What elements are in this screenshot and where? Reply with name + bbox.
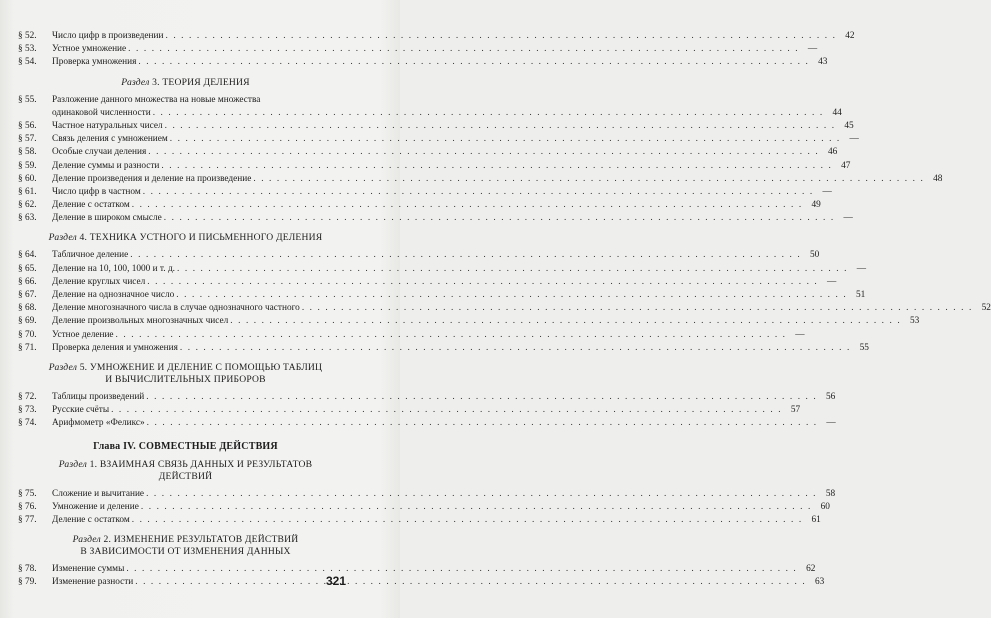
- entry-number: § 64.: [18, 250, 37, 261]
- section-title: 3. ТЕОРИЯ ДЕЛЕНИЯ: [152, 76, 250, 88]
- dot-leader: [180, 342, 851, 355]
- entry-title: Сложение и вычитание: [52, 488, 145, 499]
- dot-leader: [132, 514, 803, 527]
- entry-number: § 67.: [18, 290, 37, 300]
- entry-page: 49: [811, 200, 821, 211]
- entry-number: § 71.: [18, 342, 37, 353]
- entry-title: Число цифр в частном: [52, 186, 141, 197]
- dot-leader: [111, 404, 782, 417]
- toc-entry: [18, 199, 821, 212]
- entry-page: —: [849, 134, 859, 145]
- dot-leader: [116, 329, 787, 342]
- toc-entry: [18, 56, 828, 69]
- entry-title: Связь деления с умножением: [52, 134, 168, 145]
- section-title: 4. ТЕХНИКА УСТНОГО И ПИСЬМЕННОГО ДЕЛЕНИЯ: [79, 232, 323, 244]
- section-title-line2: ДЕЙСТВИЙ: [158, 470, 213, 482]
- entry-title: Деление суммы и разности: [52, 160, 160, 171]
- section-title-line2: В ЗАВИСИМОСТИ ОТ ИЗМЕНЕНИЯ ДАННЫХ: [80, 546, 291, 558]
- entry-title: Деление многозначного числа в случае однозначного частного: [52, 303, 300, 314]
- entry-page: 56: [826, 391, 836, 402]
- section-title: 2. ИЗМЕНЕНИЕ РЕЗУЛЬТАТОВ ДЕЙСТВИЙ: [103, 534, 299, 546]
- entry-title: Арифмометр «Феликс»: [52, 418, 145, 429]
- entry-title-continued: одинаковой численности: [52, 107, 151, 118]
- entry-page: 55: [859, 342, 869, 353]
- toc-entry: [18, 160, 851, 173]
- toc-entry: [18, 146, 838, 159]
- entry-title: Разложение данного множества на новые множества: [52, 94, 261, 105]
- toc-group: [18, 94, 943, 226]
- entry-page: 63: [814, 577, 825, 588]
- dot-leader: [146, 391, 817, 404]
- section-heading: [18, 534, 353, 558]
- entry-number: § 54.: [18, 57, 37, 68]
- entry-title: Деление в широком смысле: [52, 213, 162, 224]
- toc-entry: [18, 342, 869, 355]
- entry-title: Число цифр в произведении: [52, 31, 164, 41]
- entry-page: 51: [856, 290, 866, 300]
- dot-leader: [253, 173, 924, 186]
- entry-number: § 78.: [18, 564, 37, 575]
- toc-entry: [18, 514, 821, 527]
- entry-title: Русские счёты: [52, 405, 110, 416]
- dot-leader: [230, 315, 901, 328]
- entry-number: § 74.: [18, 418, 37, 429]
- entry-page: 53: [910, 316, 920, 327]
- section-label: Раздел: [121, 76, 150, 88]
- entry-title: Деление с остатком: [52, 514, 130, 525]
- entry-number: § 53.: [18, 44, 37, 55]
- toc-group: [18, 488, 836, 528]
- entry-number: § 62.: [18, 200, 37, 211]
- entry-page: 48: [933, 173, 943, 184]
- entry-page: —: [856, 263, 867, 274]
- entry-number: § 58.: [18, 147, 37, 158]
- dot-leader: [132, 199, 803, 212]
- toc-entry: [18, 329, 805, 342]
- toc-entry: [18, 173, 943, 186]
- section-label: Раздел: [48, 361, 78, 373]
- entry-title: Деление произвольных многозначных чисел: [52, 316, 229, 327]
- entry-page: 58: [825, 488, 836, 499]
- entry-number: § 70.: [18, 329, 37, 340]
- toc-group: [18, 249, 991, 355]
- entry-title: Табличное деление: [52, 250, 129, 261]
- entry-title: Деление на однозначное число: [52, 290, 175, 300]
- section-heading: [18, 459, 353, 483]
- entry-number: § 59.: [18, 160, 37, 171]
- entry-page: 52: [981, 303, 991, 314]
- entry-page: 43: [818, 57, 828, 68]
- dot-leader: [302, 302, 973, 315]
- toc-entry: [18, 488, 836, 501]
- entry-number: § 68.: [18, 303, 37, 314]
- section-label: Раздел: [58, 458, 88, 470]
- entry-number: § 65.: [18, 263, 37, 274]
- entry-number: § 69.: [18, 316, 37, 327]
- entry-page: 50: [810, 250, 820, 261]
- chapter-heading: Глава IV. СОВМЕСТНЫЕ ДЕЙСТВИЯ: [93, 440, 278, 452]
- toc-entry: [18, 417, 836, 430]
- entry-number: § 76.: [18, 501, 37, 512]
- section-label: Раздел: [48, 232, 77, 244]
- entry-number: § 56.: [18, 120, 37, 131]
- dot-leader: [176, 289, 847, 302]
- section-heading: [18, 362, 353, 386]
- entry-title: Изменение суммы: [52, 564, 125, 575]
- toc-entry: [18, 302, 991, 315]
- dot-leader: [143, 186, 814, 199]
- dot-leader: [128, 43, 799, 56]
- entry-page: —: [827, 276, 837, 287]
- toc-group: [18, 30, 855, 70]
- toc-entry: [18, 186, 832, 199]
- entry-number: § 63.: [18, 213, 37, 224]
- dot-leader: [161, 160, 832, 173]
- entry-number: § 61.: [18, 186, 37, 197]
- dot-leader: [147, 276, 818, 289]
- dot-leader: [138, 56, 809, 69]
- entry-number: § 79.: [18, 577, 37, 588]
- entry-page: 44: [832, 107, 842, 118]
- toc-entry: [18, 563, 816, 576]
- toc-entry: [18, 289, 866, 302]
- entry-number: § 77.: [18, 514, 37, 525]
- entry-page: 46: [828, 147, 838, 158]
- toc-entry: [18, 43, 818, 56]
- toc-entry: [18, 404, 801, 417]
- entry-page: 60: [820, 501, 830, 512]
- entry-title: Особые случаи деления: [52, 147, 147, 158]
- dot-leader: [177, 263, 848, 276]
- section-title: 5. УМНОЖЕНИЕ И ДЕЛЕНИЕ С ПОМОЩЬЮ ТАБЛИЦ: [79, 361, 323, 373]
- toc-entry: [18, 276, 837, 289]
- entry-number: § 75.: [18, 488, 37, 499]
- toc-entry: [18, 30, 855, 43]
- dot-leader: [164, 212, 835, 225]
- dot-leader: [141, 501, 812, 514]
- toc-entry: [18, 133, 859, 146]
- entry-title: Умножение и деление: [52, 501, 139, 512]
- dot-leader: [126, 563, 797, 576]
- dot-leader: [148, 146, 819, 159]
- section-title: 1. ВЗАИМНАЯ СВЯЗЬ ДАННЫХ И РЕЗУЛЬТАТОВ: [89, 458, 313, 470]
- toc-entry: [18, 94, 353, 107]
- toc-entry: [18, 120, 854, 133]
- dot-leader: [146, 488, 817, 501]
- entry-title: Изменение разности: [52, 577, 134, 588]
- section-label: Раздел: [72, 534, 101, 546]
- entry-title: Деление круглых чисел: [52, 276, 146, 287]
- table-of-contents: [18, 30, 991, 589]
- entry-page: —: [807, 44, 818, 55]
- toc-entry-continuation: [18, 107, 842, 120]
- toc-entry: [18, 263, 867, 276]
- toc-group: [18, 391, 836, 431]
- dot-leader: [170, 133, 841, 146]
- entry-page: 57: [790, 405, 801, 416]
- entry-title: Устное умножение: [52, 44, 127, 55]
- entry-number: § 73.: [18, 405, 37, 416]
- section-heading: [18, 232, 353, 244]
- toc-group: [18, 563, 825, 589]
- entry-page: —: [826, 418, 836, 429]
- entry-title: Деление с остатком: [52, 200, 130, 211]
- entry-page: 45: [844, 120, 854, 131]
- entry-page: 42: [845, 31, 855, 41]
- dot-leader: [153, 107, 824, 120]
- entry-page: 62: [806, 564, 816, 575]
- dot-leader: [165, 120, 836, 133]
- entry-number: § 55.: [18, 94, 37, 105]
- dot-leader: [135, 576, 806, 589]
- toc-entry: [18, 391, 836, 404]
- toc-entry: [18, 315, 920, 328]
- toc-entry: [18, 249, 820, 262]
- toc-entry: [18, 576, 825, 589]
- entry-title: Устное деление: [52, 329, 114, 340]
- entry-number: § 60.: [18, 173, 37, 184]
- toc-entry: [18, 501, 830, 514]
- entry-page: 47: [841, 160, 851, 171]
- entry-title: Проверка умножения: [52, 57, 137, 68]
- section-title-line2: И ВЫЧИСЛИТЕЛЬНЫХ ПРИБОРОВ: [105, 373, 266, 385]
- entry-title: Таблицы произведений: [52, 391, 145, 402]
- dot-leader: [147, 417, 818, 430]
- entry-page: —: [843, 213, 853, 224]
- toc-entry: [18, 212, 853, 225]
- entry-number: § 52.: [18, 31, 37, 41]
- entry-title: Проверка деления и умножения: [52, 342, 178, 353]
- entry-page: 61: [811, 514, 821, 525]
- entry-title: Деление на 10, 100, 1000 и т. д.: [52, 263, 175, 274]
- dot-leader: [130, 249, 801, 262]
- entry-number: § 57.: [18, 134, 37, 145]
- section-heading: [18, 77, 353, 89]
- entry-page: —: [822, 186, 832, 197]
- entry-number: § 66.: [18, 276, 37, 287]
- page-number: 321: [326, 574, 347, 588]
- dot-leader: [165, 30, 836, 43]
- entry-title: Частное натуральных чисел: [52, 120, 163, 131]
- entry-page: —: [795, 329, 805, 340]
- entry-title: Деление произведения и деление на произведение: [52, 173, 252, 184]
- entry-number: § 72.: [18, 391, 37, 402]
